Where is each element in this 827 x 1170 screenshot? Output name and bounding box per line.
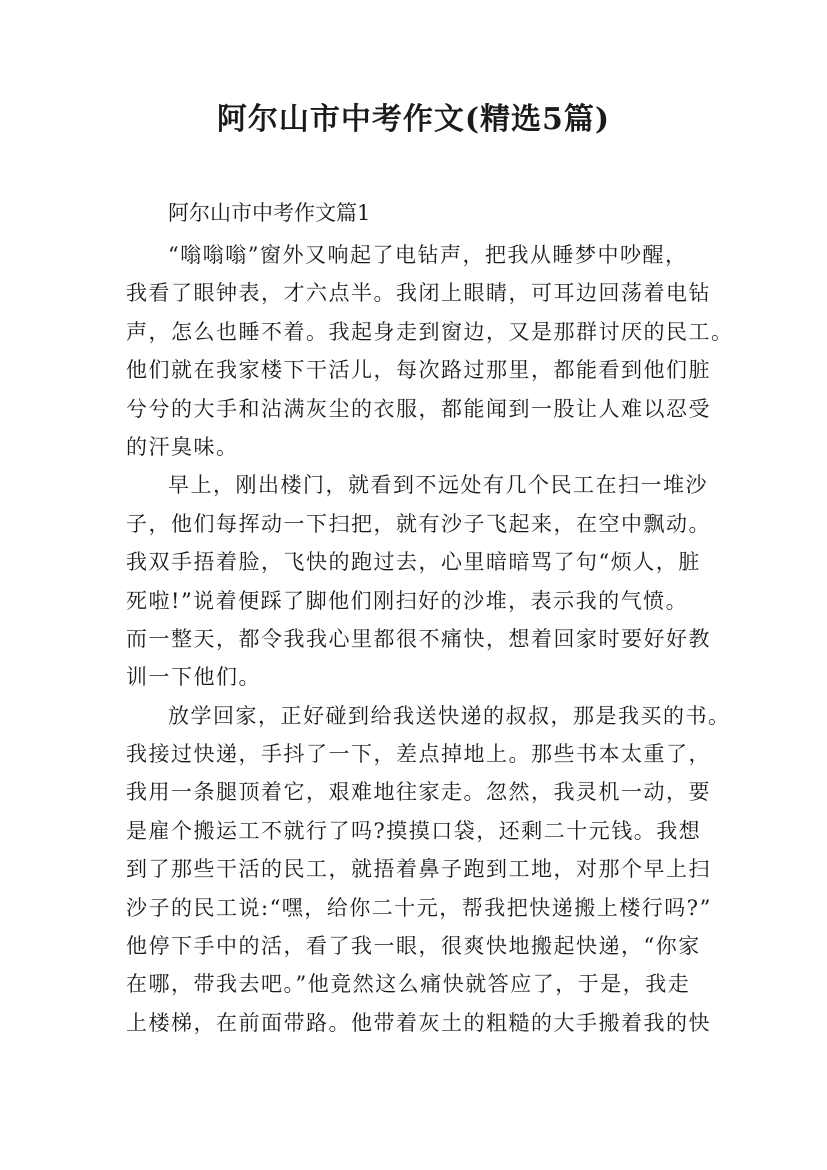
text-line: “嗡嗡嗡”窗外又响起了电钻声，把我从睡梦中吵醒， (168, 243, 688, 267)
document-title: 阿尔山市中考作文(精选5篇) (216, 102, 611, 137)
text-line: 我双手捂着脸，飞快的跑过去，心里暗暗骂了句“烦人，脏 (126, 550, 701, 575)
text-line: 死啦!”说着便踩了脚他们刚扫好的沙堆，表示我的气愤。 (126, 588, 689, 613)
text-line: 兮兮的大手和沾满灰尘的衣服，都能闻到一股让人难以忍受 (126, 396, 711, 421)
text-line: 的汗臭味。 (126, 434, 239, 459)
text-line: 我用一条腿顶着它，艰难地往家走。忽然，我灵机一动，要 (126, 780, 711, 805)
text-line: 沙子的民工说:“嘿，给你二十元，帮我把快递搬上楼行吗?” (126, 895, 712, 920)
text-line: 而一整天，都令我我心里都很不痛快，想着回家时要好好教 (126, 626, 711, 651)
text-line: 放学回家，正好碰到给我送快递的叔叔，那是我买的书。 (168, 703, 731, 728)
text-line: 早上，刚出楼门，就看到不远处有几个民工在扫一堆沙 (168, 473, 708, 498)
text-line: 声，怎么也睡不着。我起身走到窗边，又是那群讨厌的民工。 (126, 319, 734, 344)
section-heading: 阿尔山市中考作文篇1 (168, 201, 371, 225)
text-line: 在哪，带我去吧。”他竟然这么痛快就答应了，于是，我走 (126, 972, 691, 997)
text-line: 到了那些干活的民工，就捂着鼻子跑到工地，对那个早上扫 (126, 857, 711, 882)
text-line: 是雇个搬运工不就行了吗?摸摸口袋，还剩二十元钱。我想 (126, 818, 702, 843)
text-line: 他们就在我家楼下干活儿，每次路过那里，都能看到他们脏 (126, 358, 711, 383)
text-line: 训一下他们。 (126, 665, 261, 690)
text-line: 我看了眼钟表，才六点半。我闭上眼睛，可耳边回荡着电钻 (126, 281, 711, 306)
text-line: 上楼梯，在前面带路。他带着灰土的粗糙的大手搬着我的快 (126, 1010, 711, 1035)
text-line: 他停下手中的活，看了我一眼，很爽快地搬起快递，“你家 (126, 934, 701, 959)
body-text (126, 236, 734, 1042)
text-line: 我接过快递，手抖了一下，差点掉地上。那些书本太重了， (126, 742, 711, 767)
text-line: 子，他们每挥动一下扫把，就有沙子飞起来，在空中飘动。 (126, 511, 711, 536)
